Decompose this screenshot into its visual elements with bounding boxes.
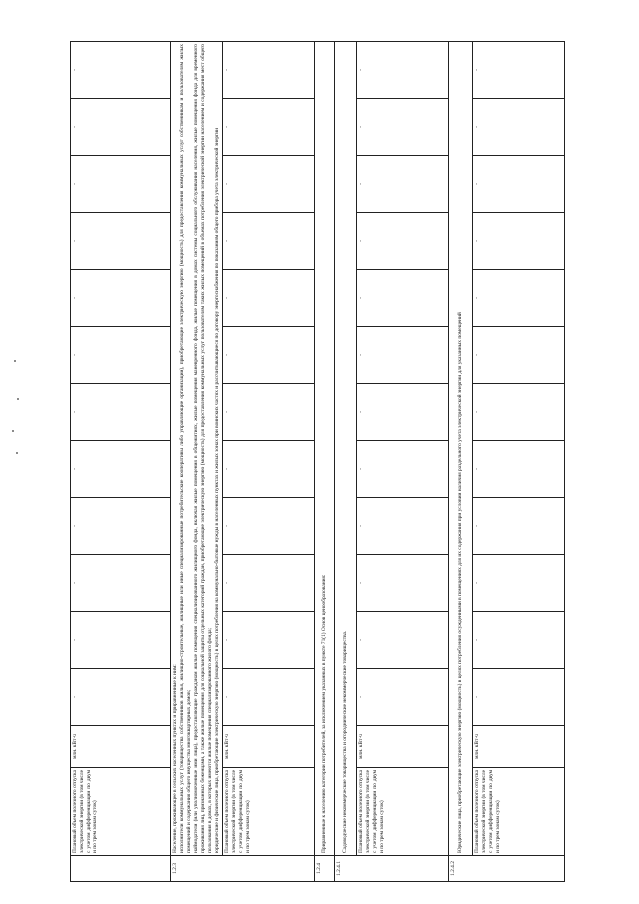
value-cell: - (473, 669, 565, 726)
value-cell: - (71, 384, 171, 441)
value-cell: - (71, 498, 171, 555)
value-cell: - (473, 555, 565, 612)
value-cell: - (223, 669, 315, 726)
paragraph: Население, проживающее в сельских населенных пунктах и приравненные к ним: (172, 664, 178, 853)
value-cell: - (223, 555, 315, 612)
value-cell: - (473, 384, 565, 441)
value-cell: - (223, 384, 315, 441)
value-cell: - (357, 555, 449, 612)
value-cell: - (71, 327, 171, 384)
value-cell: - (473, 42, 565, 99)
value-cell: - (357, 384, 449, 441)
row-unit: млн. кВт·ч (223, 726, 315, 768)
row-label: Плановый объем полезного отпуска электрической энергии (в том числе с учетом дифференциации по двум и по трем зонам суток) (473, 768, 565, 856)
value-cell: - (223, 612, 315, 669)
value-cell: - (223, 213, 315, 270)
value-cell: - (71, 156, 171, 213)
section-description (171, 42, 223, 856)
section-description: Юридические лица, приобретающие электрическую энергию (мощность) в целях потребления осужденными в помещениях для их содержания при условии наличия раздельного учета электрической энергии для указанных помещений (449, 42, 473, 856)
section-description: Садоводческие некоммерческие товарищества и огороднические некоммерческие товарищества. (335, 42, 357, 856)
section-number: 1.2.4.1 (335, 856, 449, 882)
row-number (71, 856, 171, 882)
value-cell: - (357, 498, 449, 555)
value-cell: - (357, 612, 449, 669)
value-cell: - (473, 612, 565, 669)
value-cell: - (71, 669, 171, 726)
table-row (473, 42, 565, 882)
value-cell: - (357, 156, 449, 213)
table-row (223, 42, 315, 882)
table-row (71, 42, 171, 882)
value-cell: - (473, 270, 565, 327)
value-cell: - (357, 270, 449, 327)
value-cell: - (473, 99, 565, 156)
value-cell: - (71, 612, 171, 669)
section-number: 1.2.4 (315, 856, 335, 882)
row-unit: млн. кВт·ч (357, 726, 449, 768)
section-header-row (449, 42, 473, 882)
section-number: 1.2.3 (171, 856, 315, 882)
value-cell: - (473, 498, 565, 555)
value-cell: - (223, 498, 315, 555)
section-description: Приравненные к населению категории потребителей, за исключением указанных в пункте 71(1) Основ ценообразования: (315, 42, 335, 856)
value-cell: - (357, 99, 449, 156)
value-cell: - (71, 99, 171, 156)
table-row (357, 42, 449, 882)
section-header-row (171, 42, 223, 882)
paragraph: наймодатели (или уполномоченные ими лица), предоставляющие гражданам жилые помещения специализированного жилищного фонда, включая жилые помещения в общежитиях, жилые помещения маневренного фонда, жилые помещения в домах системы социального обслуживания населения, жилые помещения фонда для временного проживания лиц, признанных беженцами, а также жилые помещения для социальной защиты отдельных категорий граждан, приобретающие электрическую энергию (мощность) для предоставления коммунальных услуг пользователям таких жилых помещений в объемах потребления электрической энергии населением и содержания мест общего пользования в домах, в которых имеются жилые помещения специализированного жилого фонда; (193, 44, 213, 853)
value-cell: - (357, 669, 449, 726)
value-cell: - (473, 441, 565, 498)
value-cell: - (357, 327, 449, 384)
row-label: Плановый объем полезного отпуска электрической энергии (в том числе с учетом дифференциации по двум и по трем зонам суток) (357, 768, 449, 856)
paragraph: исполнители коммунальных услуг (товарищества собственников жилья, жилищно-строительные, жилищные или иные специализированные потребительские кооперативы либо управляющие организации), приобретающие электрическую энергию (мощность) для предоставления коммунальных услуг собственникам и пользователям жилых помещений и содержания общего имущества многоквартирных домов; (179, 44, 192, 853)
value-cell: - (357, 42, 449, 99)
value-cell: - (223, 327, 315, 384)
value-cell: - (473, 156, 565, 213)
row-unit: млн. кВт·ч (473, 726, 565, 768)
section-number: 1.2.4.2 (449, 856, 565, 882)
value-cell: - (223, 441, 315, 498)
value-cell: - (473, 213, 565, 270)
row-unit: млн. кВт·ч (71, 726, 171, 768)
row-label: Плановый объем полезного отпуска электрической энергии (в том числе с учетом дифференциации по двум и по трем зонам суток) (223, 768, 315, 856)
value-cell: - (71, 441, 171, 498)
value-cell: - (71, 42, 171, 99)
value-cell: - (223, 156, 315, 213)
value-cell: - (357, 441, 449, 498)
value-cell: - (223, 42, 315, 99)
section-header-row (335, 42, 357, 882)
value-cell: - (71, 270, 171, 327)
value-cell: - (357, 213, 449, 270)
row-label: Плановый объем полезного отпуска электрической энергии (в том числе с учетом дифференциации по двум и по трем зонам суток) (71, 768, 171, 856)
value-cell: - (71, 213, 171, 270)
value-cell: - (71, 555, 171, 612)
section-header-row (315, 42, 335, 882)
paragraph: юридические и физические лица, приобретающие электрическую энергию (мощность) в целях потребления на коммунально-бытовые нужды в населенных пунктах и жилых зонах при воинских частях и рассчитывающиеся по договору энергоснабжения по показаниям общего прибора учета электрической энергии (214, 127, 220, 853)
value-cell: - (223, 99, 315, 156)
value-cell: - (473, 327, 565, 384)
tariff-table (70, 41, 565, 882)
value-cell: - (223, 270, 315, 327)
